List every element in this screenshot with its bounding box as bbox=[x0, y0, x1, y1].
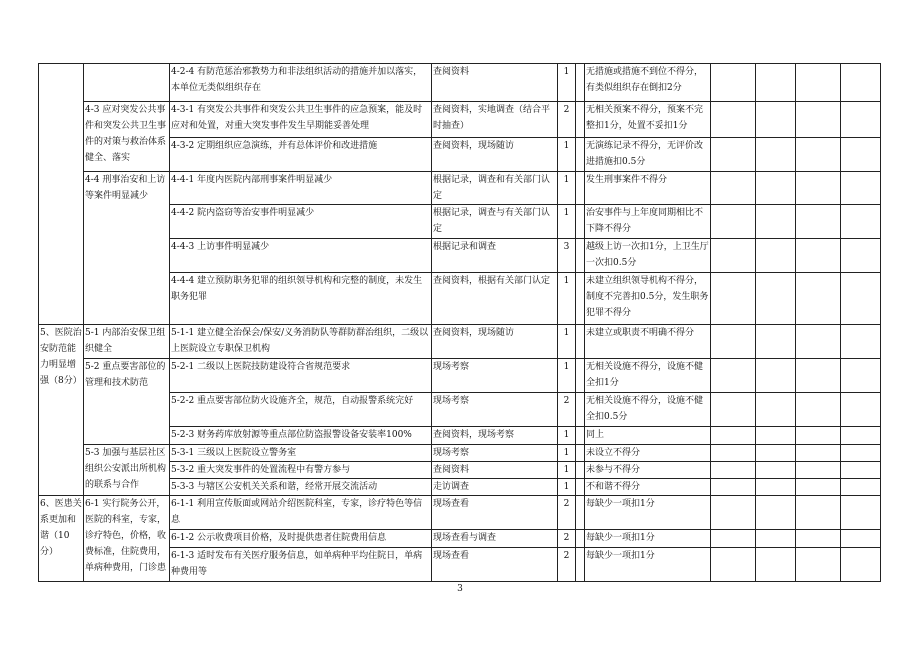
detail-cell: 5-3-3 与辖区公安机关关系和谐，经常开展交流活动 bbox=[170, 479, 432, 496]
detail-cell: 6-1-2 公示收费项目价格，及时提供患者住院费用信息 bbox=[170, 530, 432, 548]
blank-cell bbox=[841, 273, 881, 325]
detail-cell: 6-1-1 利用宣传版面或网站介绍医院科室，专家，诊疗特色等信息 bbox=[170, 496, 432, 530]
blank-cell bbox=[841, 479, 881, 496]
criteria-cell: 越级上访一次扣1分，上卫生厅一次扣0.5分 bbox=[585, 239, 711, 273]
method-cell: 查阅资料，现场考察 bbox=[432, 427, 558, 445]
blank-cell bbox=[711, 172, 756, 205]
criteria-cell: 未建立或职责不明确不得分 bbox=[585, 325, 711, 359]
criteria-cell: 治安事件与上年度同期相比不下降不得分 bbox=[585, 205, 711, 239]
score-cell: 1 bbox=[558, 273, 576, 325]
method-cell: 根据记录和调查 bbox=[432, 239, 558, 273]
blank-cell bbox=[576, 64, 585, 102]
detail-cell: 6-1-3 适时发布有关医疗服务信息，如单病种平均住院日，单病种费用等 bbox=[170, 548, 432, 582]
criteria-cell: 同上 bbox=[585, 427, 711, 445]
blank-cell bbox=[756, 427, 796, 445]
evaluation-table-wrapper bbox=[38, 63, 881, 582]
blank-cell bbox=[796, 548, 841, 582]
score-cell: 2 bbox=[558, 393, 576, 427]
blank-cell bbox=[711, 359, 756, 393]
blank-cell bbox=[756, 64, 796, 102]
sub-item-cell: 5-1 内部治安保卫组织健全 bbox=[84, 325, 170, 359]
sub-item-cell: 5-3 加强与基层社区组织公安派出所机构的联系与合作 bbox=[84, 445, 170, 496]
score-cell: 1 bbox=[558, 445, 576, 462]
method-cell: 现场考察 bbox=[432, 393, 558, 427]
detail-cell: 4-3-1 有突发公共事件和突发公共卫生事件的应急预案，能及时应对和处置，对重大突发事件发生早期能妥善处理 bbox=[170, 102, 432, 138]
blank-cell bbox=[711, 239, 756, 273]
blank-cell bbox=[756, 445, 796, 462]
blank-cell bbox=[796, 445, 841, 462]
sub-item-cell bbox=[84, 64, 170, 102]
sub-item-cell: 4-4 刑事治安和上访等案件明显减少 bbox=[84, 172, 170, 325]
table-row bbox=[39, 102, 881, 138]
blank-cell bbox=[711, 205, 756, 239]
blank-cell bbox=[841, 530, 881, 548]
score-cell: 2 bbox=[558, 102, 576, 138]
blank-cell bbox=[796, 64, 841, 102]
score-cell: 1 bbox=[558, 205, 576, 239]
sub-item-cell: 6-1 实行院务公开，医院的科室，专家，诊疗特色，价格，收费标准，住院费用，单病种费用，门诊患 bbox=[84, 496, 170, 582]
blank-cell bbox=[841, 359, 881, 393]
blank-cell bbox=[711, 479, 756, 496]
blank-cell bbox=[756, 325, 796, 359]
score-cell: 1 bbox=[558, 138, 576, 172]
criteria-cell: 未设立不得分 bbox=[585, 445, 711, 462]
detail-cell: 4-4-3 上访事件明显减少 bbox=[170, 239, 432, 273]
blank-cell bbox=[841, 462, 881, 479]
blank-cell bbox=[576, 138, 585, 172]
blank-cell bbox=[796, 393, 841, 427]
blank-cell bbox=[796, 427, 841, 445]
blank-cell bbox=[576, 393, 585, 427]
blank-cell bbox=[711, 530, 756, 548]
blank-cell bbox=[841, 325, 881, 359]
score-cell: 1 bbox=[558, 172, 576, 205]
table-row bbox=[39, 496, 881, 530]
blank-cell bbox=[576, 548, 585, 582]
table-row bbox=[39, 359, 881, 393]
method-cell: 现场考察 bbox=[432, 445, 558, 462]
blank-cell bbox=[711, 548, 756, 582]
blank-cell bbox=[756, 239, 796, 273]
table-row bbox=[39, 325, 881, 359]
blank-cell bbox=[841, 548, 881, 582]
detail-cell: 5-3-1 三级以上医院设立警务室 bbox=[170, 445, 432, 462]
page-number: 3 bbox=[457, 584, 463, 594]
blank-cell bbox=[841, 138, 881, 172]
item-cell: 6、医患关系更加和谐（10分） bbox=[39, 496, 84, 582]
detail-cell: 4-3-2 定期组织应急演练，并有总体评价和改进措施 bbox=[170, 138, 432, 172]
method-cell: 查阅资料 bbox=[432, 462, 558, 479]
detail-cell: 4-4-1 年度内医院内部刑事案件明显减少 bbox=[170, 172, 432, 205]
blank-cell bbox=[796, 239, 841, 273]
blank-cell bbox=[841, 393, 881, 427]
blank-cell bbox=[796, 462, 841, 479]
blank-cell bbox=[576, 479, 585, 496]
blank-cell bbox=[796, 479, 841, 496]
score-cell: 3 bbox=[558, 239, 576, 273]
criteria-cell: 每缺少一项扣1分 bbox=[585, 496, 711, 530]
blank-cell bbox=[796, 273, 841, 325]
criteria-cell: 不和谐不得分 bbox=[585, 479, 711, 496]
blank-cell bbox=[841, 445, 881, 462]
score-cell: 2 bbox=[558, 496, 576, 530]
criteria-cell: 未参与不得分 bbox=[585, 462, 711, 479]
detail-cell: 4-4-4 建立预防职务犯罪的组织领导机构和完整的制度，未发生职务犯罪 bbox=[170, 273, 432, 325]
blank-cell bbox=[711, 64, 756, 102]
blank-cell bbox=[796, 205, 841, 239]
blank-cell bbox=[576, 530, 585, 548]
detail-cell: 5-2-1 二级以上医院技防建设符合省规范要求 bbox=[170, 359, 432, 393]
blank-cell bbox=[841, 496, 881, 530]
blank-cell bbox=[711, 102, 756, 138]
blank-cell bbox=[711, 462, 756, 479]
blank-cell bbox=[711, 273, 756, 325]
table-row bbox=[39, 64, 881, 102]
score-cell: 1 bbox=[558, 359, 576, 393]
detail-cell: 5-1-1 建立健全治保会/保安/义务消防队等群防群治组织，二级以上医院设立专职保卫机构 bbox=[170, 325, 432, 359]
blank-cell bbox=[711, 393, 756, 427]
blank-cell bbox=[756, 393, 796, 427]
criteria-cell: 无相关设施不得分，设施不健全扣0.5分 bbox=[585, 393, 711, 427]
blank-cell bbox=[841, 102, 881, 138]
blank-cell bbox=[711, 427, 756, 445]
blank-cell bbox=[841, 172, 881, 205]
blank-cell bbox=[796, 172, 841, 205]
blank-cell bbox=[576, 445, 585, 462]
method-cell: 现场查看与调查 bbox=[432, 530, 558, 548]
blank-cell bbox=[711, 325, 756, 359]
score-cell: 2 bbox=[558, 548, 576, 582]
score-cell: 1 bbox=[558, 427, 576, 445]
blank-cell bbox=[841, 205, 881, 239]
blank-cell bbox=[841, 427, 881, 445]
blank-cell bbox=[756, 530, 796, 548]
blank-cell bbox=[576, 205, 585, 239]
blank-cell bbox=[576, 325, 585, 359]
criteria-cell: 未建立组织领导机构不得分，制度不完善扣0.5分，发生职务犯罪不得分 bbox=[585, 273, 711, 325]
blank-cell bbox=[576, 359, 585, 393]
blank-cell bbox=[796, 359, 841, 393]
table-row bbox=[39, 172, 881, 205]
blank-cell bbox=[711, 496, 756, 530]
method-cell: 根据记录，调查与有关部门认定 bbox=[432, 205, 558, 239]
blank-cell bbox=[756, 479, 796, 496]
blank-cell bbox=[756, 172, 796, 205]
blank-cell bbox=[756, 273, 796, 325]
blank-cell bbox=[576, 102, 585, 138]
blank-cell bbox=[756, 548, 796, 582]
method-cell: 走访调查 bbox=[432, 479, 558, 496]
blank-cell bbox=[576, 273, 585, 325]
criteria-cell: 发生刑事案件不得分 bbox=[585, 172, 711, 205]
method-cell: 查阅资料，现场随访 bbox=[432, 138, 558, 172]
detail-cell: 5-2-3 财务药库放射源等重点部位防盗报警设备安装率100% bbox=[170, 427, 432, 445]
criteria-cell: 无相关预案不得分，预案不完整扣1分，处置不妥扣1分 bbox=[585, 102, 711, 138]
blank-cell bbox=[796, 102, 841, 138]
blank-cell bbox=[796, 496, 841, 530]
blank-cell bbox=[796, 530, 841, 548]
detail-cell: 4-2-4 有防范惩治邪教势力和非法组织活动的措施并加以落实，本单位无类似组织存在 bbox=[170, 64, 432, 102]
score-cell: 1 bbox=[558, 325, 576, 359]
criteria-cell: 无演练记录不得分，无评价改进措施扣0.5分 bbox=[585, 138, 711, 172]
blank-cell bbox=[756, 102, 796, 138]
detail-cell: 5-2-2 重点要害部位防火设施齐全，规范，自动报警系统完好 bbox=[170, 393, 432, 427]
score-cell: 1 bbox=[558, 64, 576, 102]
sub-item-cell: 5-2 重点要害部位的管理和技术防范 bbox=[84, 359, 170, 445]
blank-cell bbox=[756, 138, 796, 172]
blank-cell bbox=[841, 239, 881, 273]
criteria-cell: 每缺少一项扣1分 bbox=[585, 548, 711, 582]
method-cell: 查阅资料，根据有关部门认定 bbox=[432, 273, 558, 325]
blank-cell bbox=[756, 359, 796, 393]
blank-cell bbox=[796, 325, 841, 359]
score-cell: 1 bbox=[558, 462, 576, 479]
method-cell: 根据记录，调查和有关部门认定 bbox=[432, 172, 558, 205]
criteria-cell: 无措施或措施不到位不得分，有类似组织存在倒扣2分 bbox=[585, 64, 711, 102]
method-cell: 查阅资料，实地调查（结合平时抽查） bbox=[432, 102, 558, 138]
blank-cell bbox=[711, 445, 756, 462]
table-row bbox=[39, 445, 881, 462]
detail-cell: 5-3-2 重大突发事件的处置流程中有警方参与 bbox=[170, 462, 432, 479]
method-cell: 现场查看 bbox=[432, 496, 558, 530]
method-cell: 查阅资料，现场随访 bbox=[432, 325, 558, 359]
criteria-cell: 每缺少一项扣1分 bbox=[585, 530, 711, 548]
score-cell: 1 bbox=[558, 479, 576, 496]
item-cell: 5、医院治安防范能力明显增强（8分） bbox=[39, 325, 84, 496]
blank-cell bbox=[756, 496, 796, 530]
method-cell: 现场查看 bbox=[432, 548, 558, 582]
blank-cell bbox=[576, 427, 585, 445]
blank-cell bbox=[841, 64, 881, 102]
blank-cell bbox=[576, 239, 585, 273]
blank-cell bbox=[796, 138, 841, 172]
blank-cell bbox=[711, 138, 756, 172]
score-cell: 2 bbox=[558, 530, 576, 548]
blank-cell bbox=[756, 462, 796, 479]
evaluation-table bbox=[38, 63, 881, 582]
blank-cell bbox=[576, 496, 585, 530]
method-cell: 查阅资料 bbox=[432, 64, 558, 102]
method-cell: 现场考察 bbox=[432, 359, 558, 393]
blank-cell bbox=[576, 462, 585, 479]
detail-cell: 4-4-2 院内盗窃等治安事件明显减少 bbox=[170, 205, 432, 239]
criteria-cell: 无相关设施不得分，设施不健全扣1分 bbox=[585, 359, 711, 393]
blank-cell bbox=[576, 172, 585, 205]
blank-cell bbox=[756, 205, 796, 239]
sub-item-cell: 4-3 应对突发公共事件和突发公共卫生事件的对策与救治体系健全、落实 bbox=[84, 102, 170, 172]
item-cell bbox=[39, 64, 84, 325]
